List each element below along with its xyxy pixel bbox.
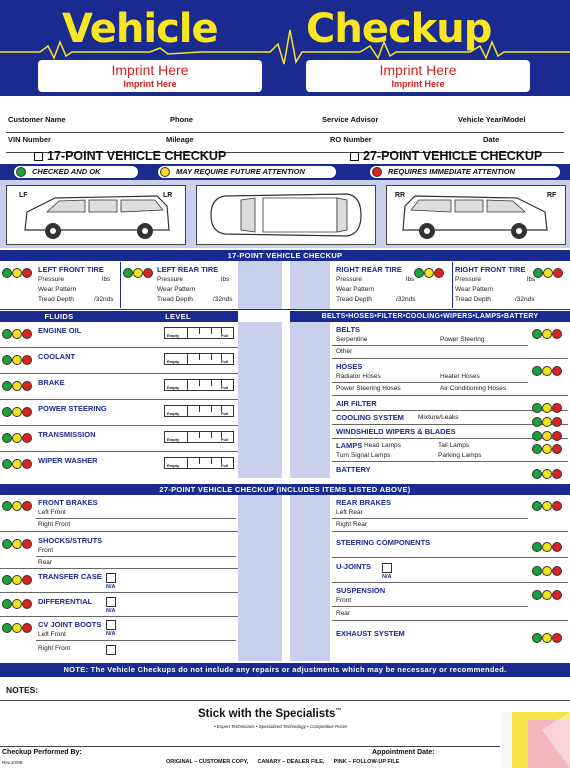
- fluid-level-gauge[interactable]: Empty Full: [164, 405, 234, 417]
- item-status-dots: [532, 497, 562, 515]
- green-dot-icon[interactable]: [2, 501, 12, 511]
- header-banner: [0, 0, 570, 96]
- fluid-status-dots: [2, 403, 32, 421]
- red-dot-icon[interactable]: [552, 329, 562, 339]
- red-dot-icon[interactable]: [22, 381, 32, 391]
- wipers-label: WINDSHIELD WIPERS & BLADES: [336, 427, 456, 436]
- tires-center-panel: [238, 261, 282, 309]
- yellow-dot-icon[interactable]: [542, 501, 552, 511]
- carbon-copy-corner-graphic: [502, 712, 570, 768]
- tire-left-front: LEFT FRONT TIRE Pressure lbs Wear Pattern Tread Depth /32nds: [2, 262, 118, 308]
- section-17-point-title: 17-POINT VEHICLE CHECKUP: [0, 250, 570, 261]
- fluid-status-dots: [2, 429, 32, 447]
- rear-brakes-label: REAR BRAKES: [336, 498, 392, 507]
- yellow-dot-icon[interactable]: [542, 633, 552, 643]
- car-right-side-box: [386, 185, 566, 245]
- yellow-dot-icon[interactable]: [542, 403, 552, 413]
- u-joints-label: U-JOINTS: [336, 562, 372, 571]
- item-status-dots: [532, 586, 562, 604]
- exhaust-system-label: EXHAUST SYSTEM: [336, 629, 405, 638]
- na-checkbox-differential[interactable]: [106, 597, 116, 607]
- item-status-dots: [2, 497, 32, 515]
- green-dot-icon[interactable]: [532, 633, 542, 643]
- section-27-point-title: 27-POINT VEHICLE CHECKUP (INCLUDES ITEMS LISTED ABOVE): [0, 484, 570, 495]
- section-27-notes-right: [290, 495, 330, 661]
- tire-right-rear: RIGHT REAR TIRE Pressure lbs Wear Pattern Tread Depth /32nds: [334, 262, 450, 308]
- yellow-dot-icon[interactable]: [12, 599, 22, 609]
- red-dot-icon[interactable]: [553, 268, 563, 278]
- green-dot-icon[interactable]: [2, 268, 12, 278]
- copy-distribution: ORIGINAL – CUSTOMER COPY, CANARY – DEALER FILE, PINK – FOLLOW-UP FILE: [166, 759, 400, 765]
- fluid-status-dots: [2, 455, 32, 473]
- yellow-dot-icon[interactable]: [12, 268, 22, 278]
- front-brakes-label: FRONT BRAKES: [38, 498, 98, 507]
- green-dot-icon[interactable]: [532, 542, 542, 552]
- green-dot-icon[interactable]: [2, 459, 12, 469]
- fluid-label: POWER STEERING: [38, 404, 107, 413]
- item-status-dots: [2, 571, 32, 589]
- label-rf: RF: [547, 192, 557, 199]
- red-dot-icon[interactable]: [22, 407, 32, 417]
- item-status-dots: [532, 362, 562, 380]
- green-dot-icon[interactable]: [2, 329, 12, 339]
- fluid-level-gauge[interactable]: Empty Full: [164, 353, 234, 365]
- red-dot-icon[interactable]: [22, 329, 32, 339]
- tires-center-panel-2: [290, 261, 330, 309]
- red-dot-icon[interactable]: [22, 501, 32, 511]
- label-lr: LR: [163, 192, 173, 199]
- item-status-dots: [2, 535, 32, 553]
- green-dot-icon[interactable]: [532, 469, 542, 479]
- tagline: • Expert Technicians • Specialized Technology • Competitive Prices: [214, 724, 348, 729]
- yellow-dot-icon[interactable]: [12, 539, 22, 549]
- car-top-box: [196, 185, 376, 245]
- red-dot-icon[interactable]: [552, 590, 562, 600]
- fluid-status-dots: [2, 325, 32, 343]
- yellow-dot-icon[interactable]: [542, 566, 552, 576]
- fluid-status-dots: [2, 351, 32, 369]
- vin-field[interactable]: VIN Number: [8, 135, 51, 144]
- green-dot-icon[interactable]: [532, 417, 542, 427]
- na-checkbox-cv-right[interactable]: [106, 645, 116, 655]
- car-left-side-box: [6, 185, 186, 245]
- imprint-text: Imprint Here: [111, 62, 189, 78]
- red-dot-icon[interactable]: [22, 459, 32, 469]
- red-dot-icon: [372, 167, 382, 177]
- hoses-label: HOSES: [336, 362, 363, 371]
- belts-label: BELTS: [336, 325, 361, 334]
- van-left-side-icon: [7, 186, 185, 244]
- red-dot-icon[interactable]: [552, 542, 562, 552]
- yellow-dot-icon[interactable]: [542, 329, 552, 339]
- red-dot-icon[interactable]: [552, 566, 562, 576]
- yellow-dot-icon[interactable]: [12, 329, 22, 339]
- revision: Rev.10/08: [2, 760, 23, 765]
- red-dot-icon[interactable]: [22, 539, 32, 549]
- green-dot-icon[interactable]: [123, 268, 133, 278]
- red-dot-icon[interactable]: [22, 623, 32, 633]
- red-dot-icon[interactable]: [22, 268, 32, 278]
- fluid-status-dots: [2, 377, 32, 395]
- legend-yellow: MAY REQUIRE FUTURE ATTENTION: [158, 166, 336, 178]
- yellow-dot-icon[interactable]: [542, 417, 552, 427]
- green-dot-icon[interactable]: [532, 444, 542, 454]
- label-rr: RR: [395, 192, 406, 199]
- battery-label: BATTERY: [336, 465, 371, 474]
- tire-right-front: RIGHT FRONT TIRE Pressure lbs Wear Pattern Tread Depth /32nds: [452, 262, 569, 308]
- red-dot-icon[interactable]: [552, 444, 562, 454]
- yellow-dot-icon[interactable]: [12, 381, 22, 391]
- item-status-dots: [532, 325, 562, 343]
- red-dot-icon[interactable]: [22, 433, 32, 443]
- suspension-label: SUSPENSION: [336, 586, 386, 595]
- yellow-dot-icon: [160, 167, 170, 177]
- item-status-dots: [532, 440, 562, 458]
- imprint-text: Imprint Here: [379, 62, 457, 78]
- van-right-side-icon: [387, 186, 565, 244]
- green-dot-icon[interactable]: [2, 381, 12, 391]
- section-27-left-panel: [0, 495, 238, 661]
- item-status-dots: [2, 595, 32, 613]
- checkbox-27-point[interactable]: [350, 152, 359, 161]
- item-status-dots: [532, 562, 562, 580]
- yellow-dot-icon[interactable]: [542, 542, 552, 552]
- item-status-dots: [532, 465, 562, 483]
- item-status-dots: [532, 629, 562, 647]
- yellow-dot-icon[interactable]: [12, 433, 22, 443]
- green-dot-icon[interactable]: [532, 366, 542, 376]
- red-dot-icon[interactable]: [22, 599, 32, 609]
- na-checkbox-transfer[interactable]: [106, 573, 116, 583]
- cv-joint-boots-label: CV JOINT BOOTS: [38, 620, 102, 629]
- legend-bar: [0, 164, 570, 180]
- yellow-dot-icon[interactable]: [542, 469, 552, 479]
- red-dot-icon[interactable]: [552, 417, 562, 427]
- green-dot-icon[interactable]: [532, 566, 542, 576]
- imprint-subtext: Imprint Here: [391, 79, 445, 89]
- checkbox-17-point[interactable]: [34, 152, 43, 161]
- green-dot-icon[interactable]: [532, 329, 542, 339]
- item-status-dots: [2, 619, 32, 637]
- fluid-label: COOLANT: [38, 352, 76, 361]
- green-dot-icon[interactable]: [2, 407, 12, 417]
- checkup-performed-by[interactable]: Checkup Performed By:: [2, 749, 82, 756]
- section-27-notes-left: [238, 495, 282, 661]
- lamps-label: LAMPS: [336, 441, 363, 450]
- notes-area[interactable]: [0, 680, 570, 701]
- na-checkbox-ujoints[interactable]: [382, 563, 392, 573]
- title-checkup: Checkup: [306, 6, 492, 52]
- notes-label: NOTES:: [6, 685, 39, 695]
- slogan: Stick with the Specialists™: [198, 708, 342, 720]
- red-dot-icon[interactable]: [22, 575, 32, 585]
- yellow-dot-icon[interactable]: [543, 268, 553, 278]
- red-dot-icon[interactable]: [22, 355, 32, 365]
- red-dot-icon[interactable]: [552, 469, 562, 479]
- fluid-label: BRAKE: [38, 378, 65, 387]
- vehicle-year-model-field[interactable]: Vehicle Year/Model: [458, 115, 526, 124]
- customer-name-field[interactable]: Customer Name: [8, 115, 66, 124]
- info-row-1: [6, 112, 564, 133]
- van-top-view-icon: [197, 186, 375, 244]
- transfer-case-label: TRANSFER CASE: [38, 572, 102, 581]
- fluids-panel: [0, 322, 238, 478]
- tire-left-rear: LEFT REAR TIRE Pressure lbs Wear Pattern Tread Depth /32nds: [120, 262, 237, 308]
- green-dot-icon: [16, 167, 26, 177]
- belts-notes-panel: [290, 322, 330, 478]
- green-dot-icon[interactable]: [414, 268, 424, 278]
- green-dot-icon[interactable]: [2, 575, 12, 585]
- yellow-dot-icon[interactable]: [12, 623, 22, 633]
- green-dot-icon[interactable]: [2, 599, 12, 609]
- date-field[interactable]: Date: [483, 135, 500, 144]
- red-dot-icon[interactable]: [434, 268, 444, 278]
- yellow-dot-icon[interactable]: [542, 444, 552, 454]
- steering-components-label: STEERING COMPONENTS: [336, 538, 431, 547]
- red-dot-icon[interactable]: [552, 366, 562, 376]
- green-dot-icon[interactable]: [532, 590, 542, 600]
- yellow-dot-icon[interactable]: [12, 501, 22, 511]
- fluids-header: FLUIDS: [0, 311, 118, 322]
- yellow-dot-icon[interactable]: [542, 366, 552, 376]
- appointment-date[interactable]: Appointment Date:: [372, 749, 435, 756]
- na-checkbox-cv[interactable]: [106, 620, 116, 630]
- option-17-point[interactable]: 17-POINT VEHICLE CHECKUP: [34, 149, 226, 163]
- fluid-level-gauge[interactable]: Empty Full: [164, 327, 234, 339]
- imprint-subtext: Imprint Here: [123, 79, 177, 89]
- phone-field[interactable]: Phone: [170, 115, 193, 124]
- red-dot-icon[interactable]: [143, 268, 153, 278]
- item-status-dots: [532, 538, 562, 556]
- red-dot-icon[interactable]: [552, 403, 562, 413]
- fluids-notes-panel: [238, 322, 282, 478]
- level-header: LEVEL: [118, 311, 238, 322]
- red-dot-icon[interactable]: [552, 633, 562, 643]
- green-dot-icon[interactable]: [2, 623, 12, 633]
- air-filter-label: AIR FILTER: [336, 399, 377, 408]
- red-dot-icon[interactable]: [552, 501, 562, 511]
- green-dot-icon[interactable]: [532, 501, 542, 511]
- yellow-dot-icon[interactable]: [133, 268, 143, 278]
- fluid-label: ENGINE OIL: [38, 326, 82, 335]
- legend-green: CHECKED AND OK: [14, 166, 138, 178]
- option-27-point[interactable]: 27-POINT VEHICLE CHECKUP: [350, 149, 542, 163]
- imprint-box-right: [306, 60, 530, 92]
- fluid-level-gauge[interactable]: Empty Full: [164, 457, 234, 469]
- green-dot-icon[interactable]: [2, 433, 12, 443]
- yellow-dot-icon[interactable]: [542, 590, 552, 600]
- belts-hoses-header: BELTS•HOSES•FILTER•COOLING•WIPERS•LAMPS•BATTERY: [290, 311, 570, 322]
- legend-red: REQUIRES IMMEDIATE ATTENTION: [370, 166, 560, 178]
- yellow-dot-icon[interactable]: [12, 355, 22, 365]
- fluid-label: WIPER WASHER: [38, 456, 98, 465]
- yellow-dot-icon[interactable]: [12, 459, 22, 469]
- footer-divider: [0, 746, 500, 747]
- green-dot-icon[interactable]: [532, 403, 542, 413]
- green-dot-icon[interactable]: [2, 539, 12, 549]
- shocks-struts-label: SHOCKS/STRUTS: [38, 536, 103, 545]
- differential-label: DIFFERENTIAL: [38, 597, 93, 606]
- cooling-system-label: COOLING SYSTEM: [336, 413, 404, 422]
- service-advisor-field[interactable]: Service Advisor: [322, 115, 379, 124]
- ro-number-field[interactable]: RO Number: [330, 135, 372, 144]
- fluid-level-gauge[interactable]: Empty Full: [164, 431, 234, 443]
- yellow-dot-icon[interactable]: [12, 407, 22, 417]
- yellow-dot-icon[interactable]: [12, 575, 22, 585]
- green-dot-icon[interactable]: [2, 355, 12, 365]
- mileage-field[interactable]: Mileage: [166, 135, 194, 144]
- label-lf: LF: [19, 192, 28, 199]
- fluid-level-gauge[interactable]: Empty Full: [164, 379, 234, 391]
- fluid-label: TRANSMISSION: [38, 430, 96, 439]
- note-bar: NOTE: The Vehicle Checkups do not include any repairs or adjustments which may be necessary or recommended.: [0, 663, 570, 677]
- yellow-dot-icon[interactable]: [424, 268, 434, 278]
- title-vehicle: Vehicle: [62, 6, 218, 52]
- imprint-box-left: [38, 60, 262, 92]
